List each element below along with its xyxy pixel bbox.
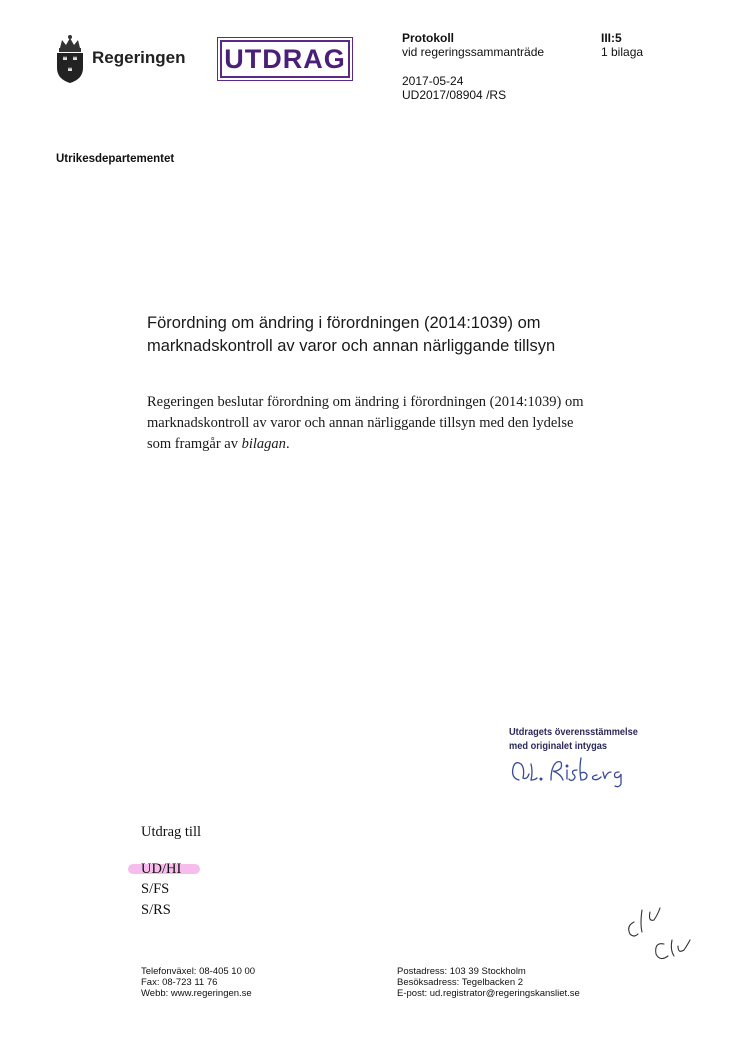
distribution-recipient: S/FS	[141, 881, 170, 897]
footer-fax: Fax: 08-723 11 76	[141, 977, 218, 988]
department-name: Utrikesdepartementet	[56, 153, 175, 165]
handwritten-signature	[505, 750, 635, 790]
body-line-text: som framgår av	[147, 436, 242, 452]
title-line: marknadskontroll av varor och annan närliggande tillsyn	[147, 337, 556, 355]
utdrag-stamp: UTDRAG	[220, 40, 350, 78]
protocol-subtitle: vid regeringssammanträde	[402, 45, 545, 59]
certification-line: Utdragets överensstämmelse	[509, 726, 638, 738]
logo-text: Regeringen	[92, 48, 186, 67]
government-crest-icon	[54, 34, 86, 84]
reference-number: UD2017/08904 /RS	[402, 88, 507, 102]
protocol-title: Protokoll	[402, 31, 455, 45]
body-line: Regeringen beslutar förordning om ändring i förordningen (2014:1039) om	[147, 394, 584, 410]
footer-postal: Postadress: 103 39 Stockholm	[397, 966, 526, 977]
item-number: III:5	[601, 31, 622, 45]
footer-phone: Telefonväxel: 08-405 10 00	[141, 966, 256, 977]
footer-contact	[141, 966, 255, 999]
footer-address	[397, 966, 580, 999]
body-line: marknadskontroll av varor och annan närliggande tillsyn med den lydelse	[147, 415, 574, 431]
document-title	[147, 312, 597, 358]
protocol-date: 2017-05-24	[402, 74, 464, 88]
decision-text	[147, 392, 617, 455]
bilagan-reference: bilagan	[241, 436, 286, 452]
handwritten-initials	[620, 900, 700, 970]
footer-email: E-post: ud.registrator@regeringskansliet.se	[397, 988, 580, 999]
distribution-recipient: S/RS	[141, 902, 171, 918]
body-line-end: .	[285, 436, 290, 452]
attachment-count: 1 bilaga	[601, 45, 644, 59]
certification-line: med originalet intygas	[509, 740, 608, 752]
footer-web: Webb: www.regeringen.se	[141, 988, 252, 999]
distribution-recipient: UD/HI	[141, 861, 182, 877]
footer-visiting: Besöksadress: Tegelbacken 2	[397, 977, 524, 988]
body-line	[147, 434, 617, 455]
title-line: Förordning om ändring i förordningen (2014:1039) om	[147, 314, 541, 332]
distribution-title: Utdrag till	[141, 824, 202, 840]
